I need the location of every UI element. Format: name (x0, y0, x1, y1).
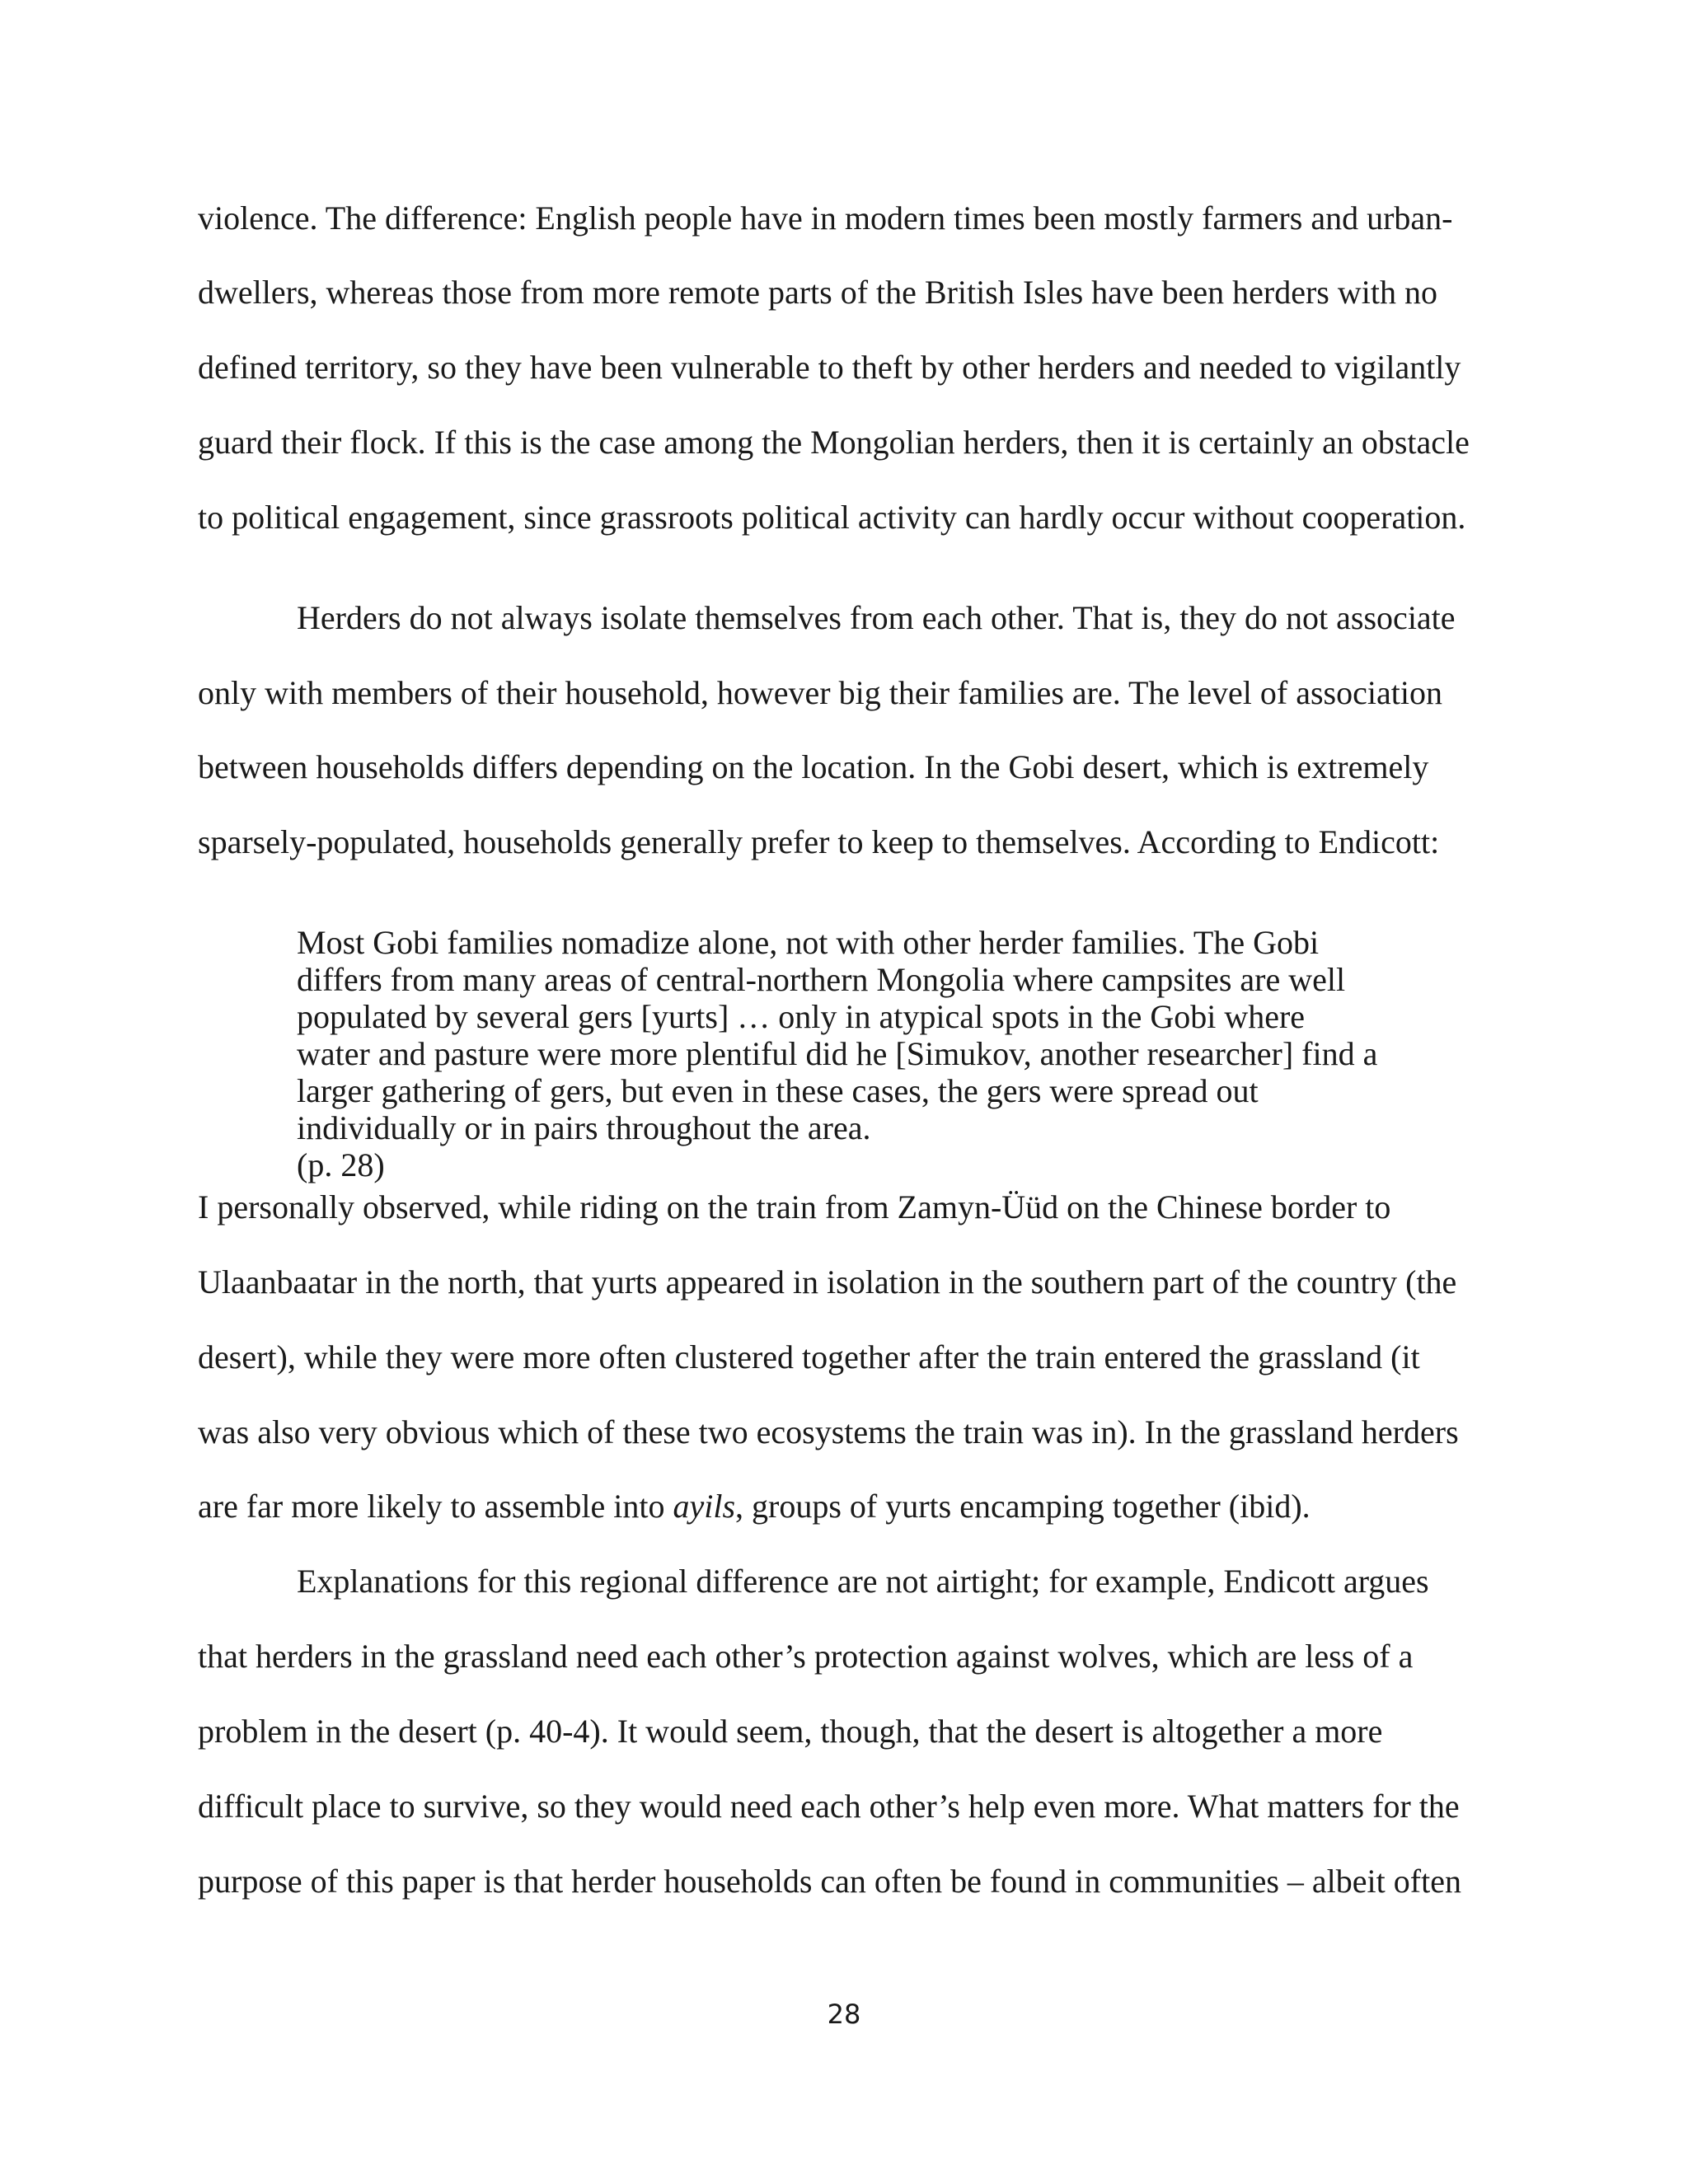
block-quote-line: water and pasture were more plentiful did he [Simukov, another researcher] find a (297, 1035, 1378, 1072)
body-text-line: dwellers, whereas those from more remote parts of the British Isles have been herders with no (198, 274, 1437, 311)
body-text-line (198, 1487, 1311, 1526)
body-text-line: guard their flock. If this is the case among the Mongolian herders, then it is certainly an obstacle (198, 424, 1470, 461)
italic-term: ayils (673, 1488, 736, 1525)
text-run: are far more likely to assemble into (198, 1488, 673, 1525)
body-text-line: Ulaanbaatar in the north, that yurts appeared in isolation in the southern part of the country (the (198, 1263, 1457, 1301)
body-text-line: difficult place to survive, so they would need each other’s help even more. What matters for the (198, 1788, 1460, 1825)
body-text-line: between households differs depending on the location. In the Gobi desert, which is extremely (198, 748, 1429, 785)
block-quote-line: individually or in pairs throughout the area. (297, 1109, 871, 1146)
body-text-line: defined territory, so they have been vulnerable to theft by other herders and needed to vigilantly (198, 349, 1461, 386)
body-text-line: desert), while they were more often clustered together after the train entered the grassland (it (198, 1338, 1420, 1376)
body-text-line: to political engagement, since grassroots political activity can hardly occur without cooperation. (198, 499, 1466, 536)
body-text-line: that herders in the grassland need each other’s protection against wolves, which are less of a (198, 1638, 1414, 1675)
body-text-line: violence. The difference: English people have in modern times been mostly farmers and urban- (198, 199, 1453, 237)
body-text-line: was also very obvious which of these two ecosystems the train was in). In the grassland herders (198, 1413, 1459, 1451)
block-quote-citation: (p. 28) (297, 1146, 385, 1183)
body-text-line: problem in the desert (p. 40-4). It would seem, though, that the desert is altogether a more (198, 1713, 1383, 1750)
block-quote-line: Most Gobi families nomadize alone, not with other herder families. The Gobi (297, 924, 1320, 961)
page-number: 28 (827, 1999, 861, 2030)
block-quote-line: differs from many areas of central-northern Mongolia where campsites are well (297, 961, 1346, 998)
body-text-line: purpose of this paper is that herder households can often be found in communities – albeit often (198, 1863, 1461, 1900)
text-run: , groups of yurts encamping together (ibid). (735, 1488, 1311, 1525)
block-quote-line: populated by several gers [yurts] … only in atypical spots in the Gobi where (297, 998, 1306, 1035)
body-text-line: sparsely-populated, households generally prefer to keep to themselves. According to Endicott: (198, 823, 1440, 860)
body-text-line: I personally observed, while riding on the train from Zamyn-Üüd on the Chinese border to (198, 1188, 1391, 1226)
block-quote-line: larger gathering of gers, but even in these cases, the gers were spread out (297, 1072, 1259, 1109)
body-text-line: only with members of their household, however big their families are. The level of association (198, 674, 1442, 711)
body-text-line: Herders do not always isolate themselves from each other. That is, they do not associate (297, 599, 1456, 636)
body-text-line: Explanations for this regional difference are not airtight; for example, Endicott argues (297, 1563, 1429, 1600)
